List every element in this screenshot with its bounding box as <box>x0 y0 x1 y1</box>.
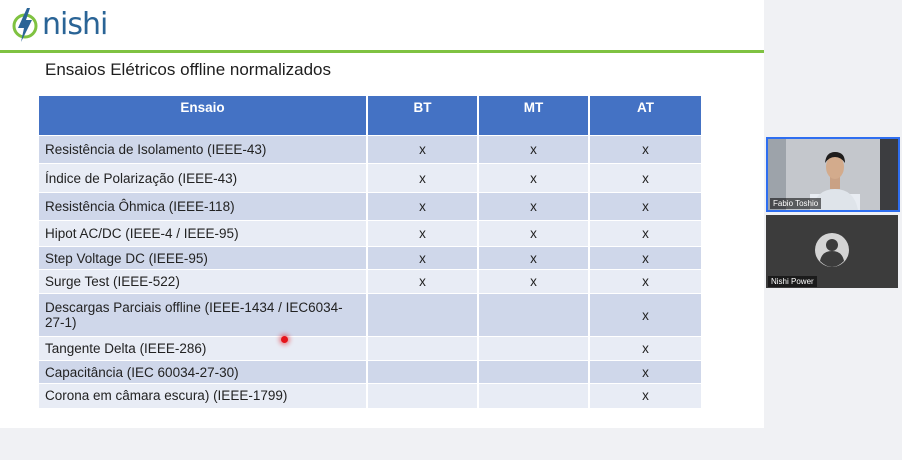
mt-cell: x <box>478 221 589 247</box>
at-cell: x <box>589 337 701 361</box>
table-row <box>39 136 701 164</box>
at-cell: x <box>589 270 701 294</box>
at-cell: x <box>589 247 701 270</box>
table-row <box>39 221 701 247</box>
test-name: Descargas Parciais offline (IEEE-1434 / IEC6034-27-1) <box>39 294 367 337</box>
test-name: Tangente Delta (IEEE-286) <box>39 337 367 361</box>
lightning-icon <box>10 6 40 44</box>
table-row <box>39 337 701 361</box>
table-row <box>39 247 701 270</box>
table-row <box>39 294 701 337</box>
table-row <box>39 270 701 294</box>
participant-tile-fabio[interactable] <box>766 137 900 212</box>
mt-cell <box>478 384 589 408</box>
bt-cell <box>367 361 478 384</box>
at-cell: x <box>589 221 701 247</box>
participant-name: Nishi Power <box>768 276 817 287</box>
bt-cell: x <box>367 164 478 193</box>
table-row <box>39 164 701 193</box>
table-row <box>39 384 701 408</box>
at-cell: x <box>589 136 701 164</box>
test-name: Hipot AC/DC (IEEE-4 / IEEE-95) <box>39 221 367 247</box>
header-bt: BT <box>367 96 478 136</box>
table-header-row <box>39 96 701 136</box>
test-name: Surge Test (IEEE-522) <box>39 270 367 294</box>
bt-cell: x <box>367 193 478 221</box>
laser-pointer <box>281 336 288 343</box>
mt-cell: x <box>478 136 589 164</box>
bt-cell: x <box>367 221 478 247</box>
test-name: Step Voltage DC (IEEE-95) <box>39 247 367 270</box>
mt-cell: x <box>478 247 589 270</box>
header-mt: MT <box>478 96 589 136</box>
bt-cell <box>367 294 478 337</box>
mt-cell: x <box>478 164 589 193</box>
mt-cell <box>478 337 589 361</box>
test-name: Capacitância (IEC 60034-27-30) <box>39 361 367 384</box>
test-name: Resistência de Isolamento (IEEE-43) <box>39 136 367 164</box>
table-row <box>39 361 701 384</box>
bt-cell <box>367 337 478 361</box>
at-cell: x <box>589 384 701 408</box>
at-cell: x <box>589 164 701 193</box>
table-row <box>39 193 701 221</box>
participant-name: Fabio Toshio <box>770 198 821 209</box>
mt-cell: x <box>478 193 589 221</box>
bt-cell: x <box>367 136 478 164</box>
at-cell: x <box>589 193 701 221</box>
tests-table <box>39 96 701 408</box>
participant-tile-nishi[interactable] <box>766 215 898 288</box>
header-ensaio: Ensaio <box>39 96 367 136</box>
test-name: Resistência Ôhmica (IEEE-118) <box>39 193 367 221</box>
header-at: AT <box>589 96 701 136</box>
test-name: Corona em câmara escura) (IEEE-1799) <box>39 384 367 408</box>
at-cell: x <box>589 361 701 384</box>
slide-title: Ensaios Elétricos offline normalizados <box>45 60 331 79</box>
at-cell: x <box>589 294 701 337</box>
mt-cell <box>478 361 589 384</box>
bt-cell: x <box>367 270 478 294</box>
nishi-logo <box>10 4 107 46</box>
mt-cell: x <box>478 270 589 294</box>
bt-cell <box>367 384 478 408</box>
logo-text: nishi <box>42 7 108 42</box>
mt-cell <box>478 294 589 337</box>
test-name: Índice de Polarização (IEEE-43) <box>39 164 367 193</box>
green-rule <box>0 50 764 53</box>
bt-cell: x <box>367 247 478 270</box>
